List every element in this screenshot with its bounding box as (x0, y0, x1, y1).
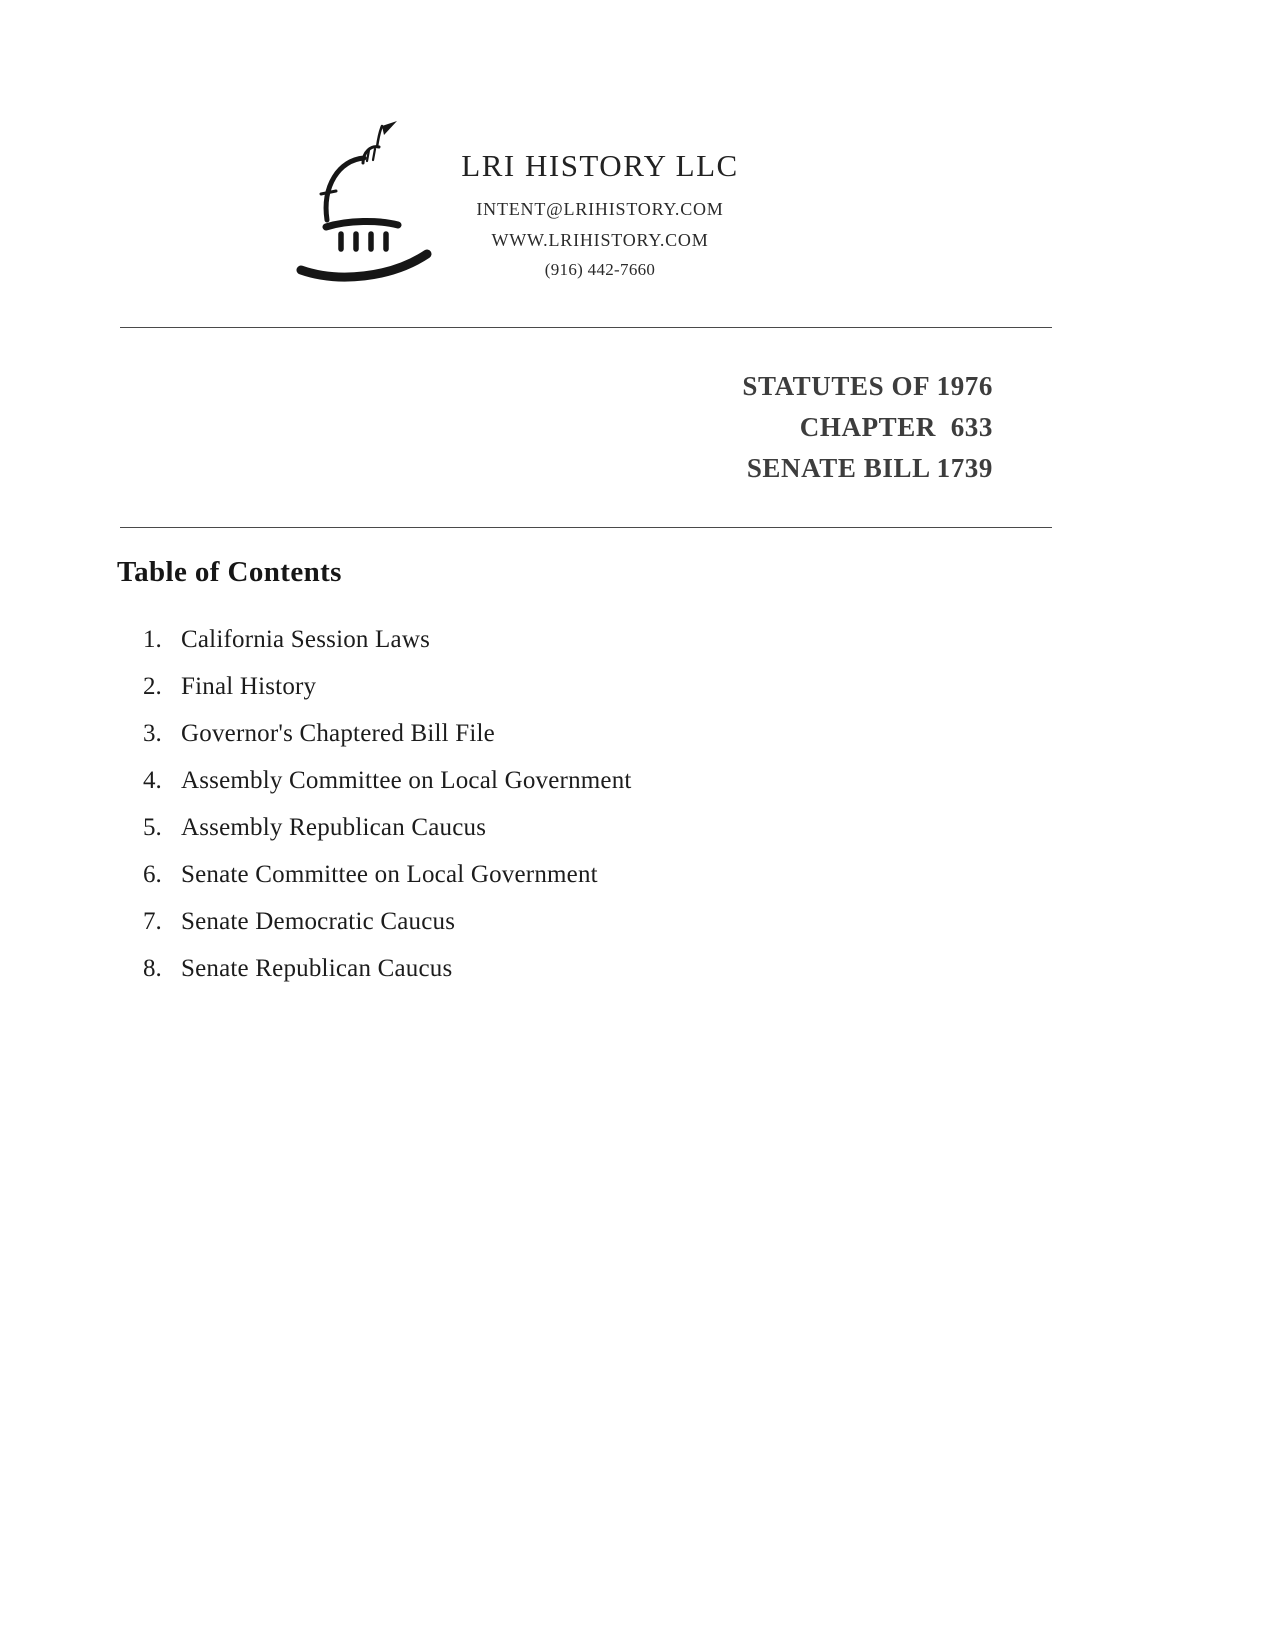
website-text: WWW.LRIHISTORY.COM (491, 230, 709, 250)
toc-item (143, 813, 1043, 842)
toc-item (143, 719, 1043, 748)
toc-item-label: Senate Democratic Caucus (181, 908, 456, 935)
toc-item-number: 1. (143, 626, 162, 653)
senate-bill-number: SENATE BILL 1739 (746, 453, 993, 483)
toc-item-label: California Session Laws (181, 626, 431, 653)
email-text: INTENT@LRIHISTORY.COM (476, 199, 724, 219)
toc-item (143, 954, 1043, 983)
toc-item (143, 766, 1043, 795)
toc-item-label: Assembly Republican Caucus (181, 814, 487, 841)
divider-top (120, 327, 1052, 328)
statutes-block (742, 366, 993, 489)
toc-item-number: 3. (143, 720, 162, 747)
toc-item-number: 2. (143, 673, 162, 700)
letterhead (420, 148, 780, 280)
divider-bottom (120, 527, 1052, 528)
toc-item-label: Final History (181, 673, 317, 700)
toc-item-number: 7. (143, 908, 162, 935)
toc-item (143, 860, 1043, 889)
toc-item (143, 625, 1043, 654)
company-name: LRI HISTORY LLC (461, 148, 739, 183)
toc-item-label: Senate Republican Caucus (181, 955, 453, 982)
statutes-year: STATUTES OF 1976 (742, 371, 993, 401)
toc-heading: Table of Contents (117, 556, 342, 588)
toc-item-label: Senate Committee on Local Government (181, 861, 598, 888)
phone-text: (916) 442-7660 (544, 260, 656, 279)
toc-item-number: 8. (143, 955, 162, 982)
chapter-number: CHAPTER 633 (799, 412, 993, 442)
toc-item-number: 6. (143, 861, 162, 888)
toc-item (143, 907, 1043, 936)
toc-item-label: Governor's Chaptered Bill File (181, 720, 495, 747)
toc-list (143, 625, 1043, 1001)
toc-item-number: 4. (143, 767, 162, 794)
toc-item-label: Assembly Committee on Local Government (181, 767, 632, 794)
toc-item-number: 5. (143, 814, 162, 841)
toc-item (143, 672, 1043, 701)
